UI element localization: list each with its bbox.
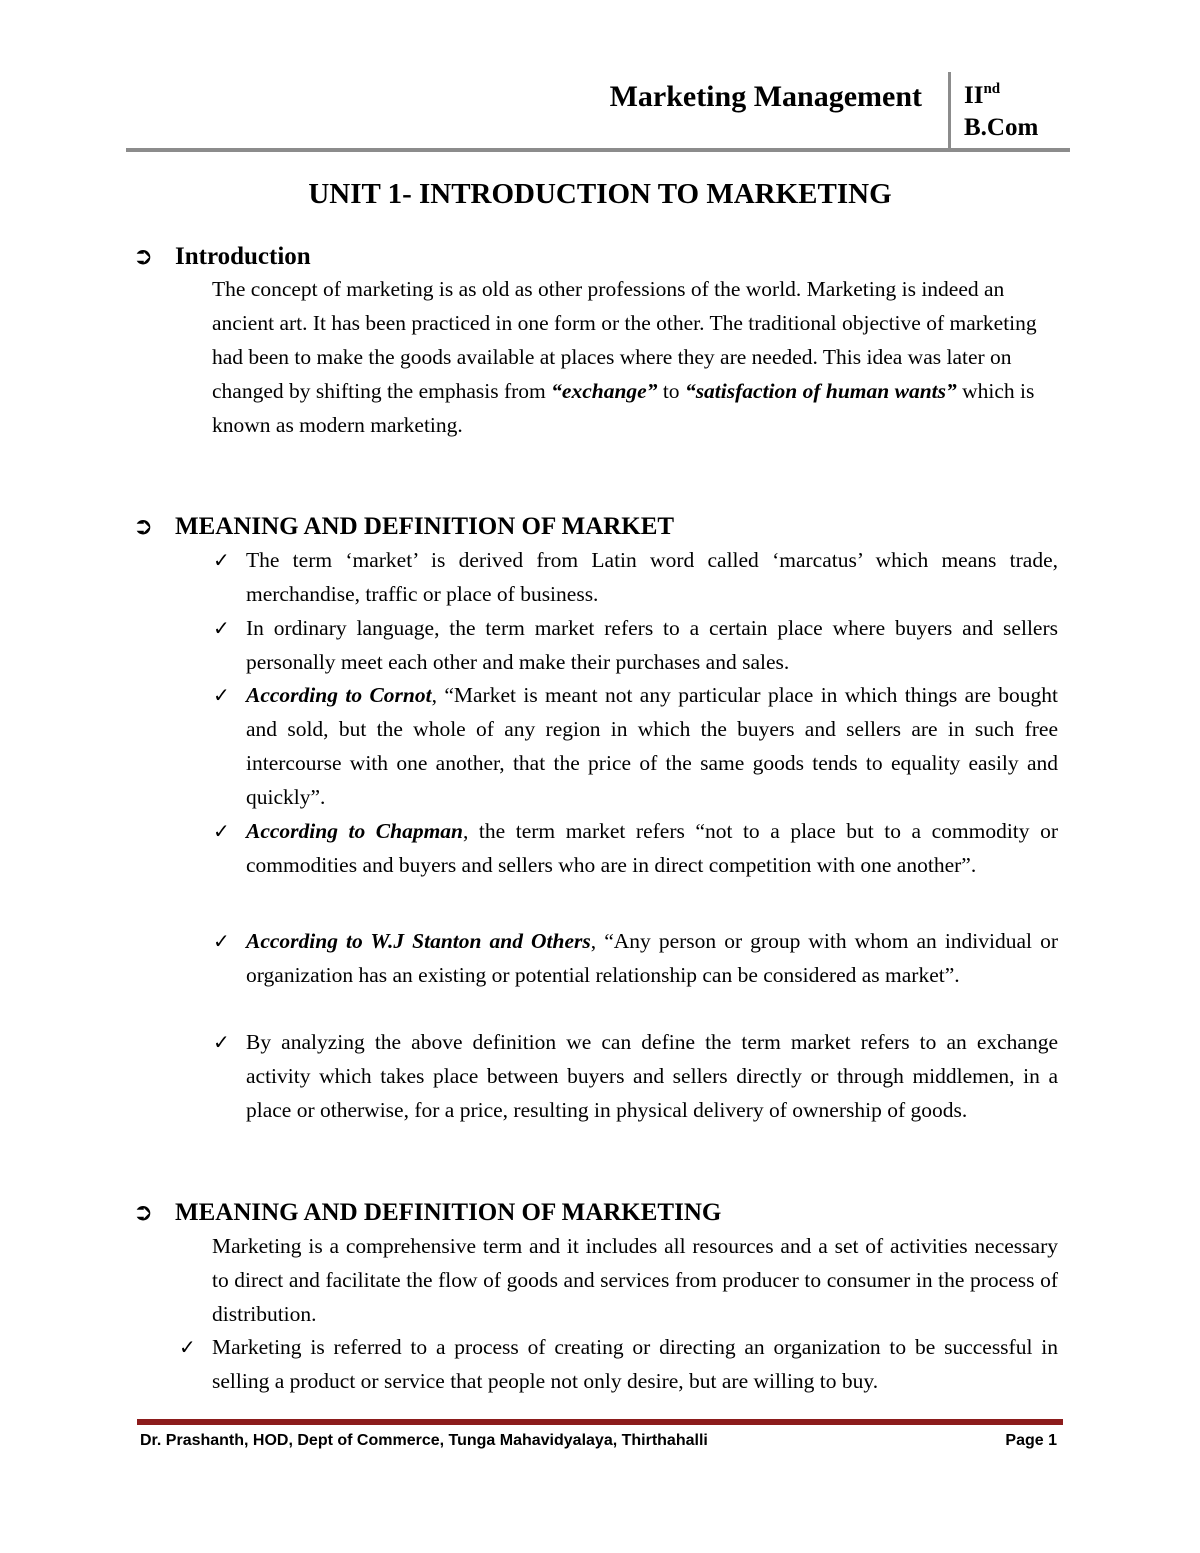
section-marketing-heading bbox=[133, 1197, 721, 1228]
definition-source: According to Cornot bbox=[246, 683, 432, 707]
list-item: ✓ By analyzing the above definition we can define the term market refers to an exchange activity which takes place between buyers and sellers directly or through middlemen, in a place or otherwise, for a price, resulting in physical delivery of ownership of goods. bbox=[246, 1025, 1058, 1127]
list-item: ✓ According to W.J Stanton and Others, “Any person or group with whom an individual or organization has an existing or potential relationship can be considered as market”. bbox=[246, 924, 1058, 992]
year-suffix: nd bbox=[983, 81, 1001, 97]
checkmark-icon: ✓ bbox=[213, 929, 230, 953]
checkmark-icon: ✓ bbox=[213, 683, 230, 707]
list-item: ✓ In ordinary language, the term market refers to a certain place where buyers and sellers personally meet each other and make their purchases and sales. bbox=[246, 611, 1058, 679]
definition-source: According to Chapman bbox=[246, 819, 464, 843]
section-introduction-heading bbox=[133, 241, 311, 272]
section-heading-text: MEANING AND DEFINITION OF MARKETING bbox=[175, 1199, 722, 1226]
section-heading-text: MEANING AND DEFINITION OF MARKET bbox=[175, 513, 675, 540]
emphasis-exchange: “exchange” bbox=[551, 379, 658, 403]
arrow-icon: ➲ bbox=[133, 1198, 154, 1226]
section-heading-text: Introduction bbox=[175, 243, 311, 270]
definition-source: According to W.J Stanton and Others bbox=[246, 929, 591, 953]
introduction-paragraph: The concept of marketing is as old as other professions of the world. Marketing is indeed an ancient art. It has been practiced in one form or the other. The traditional objective of marketing had been to make the goods available at places where they are needed. This idea was later on changed by shifting the emphasis from “exchange” to “satisfaction of human wants” which is known as modern marketing. bbox=[212, 277, 1037, 437]
course-label bbox=[964, 80, 1038, 144]
arrow-icon: ➲ bbox=[133, 512, 154, 540]
emphasis-satisfaction: “satisfaction of human wants” bbox=[684, 379, 957, 403]
header-divider bbox=[948, 72, 951, 148]
checkmark-icon: ✓ bbox=[213, 548, 230, 572]
checkmark-icon: ✓ bbox=[213, 1030, 230, 1054]
checkmark-icon: ✓ bbox=[179, 1335, 196, 1359]
arrow-icon: ➲ bbox=[133, 242, 154, 270]
unit-title: UNIT 1- INTRODUCTION TO MARKETING bbox=[308, 178, 892, 210]
list-item: ✓ According to Chapman, the term market refers “not to a place but to a commodity or commodities and buyers and sellers who are in direct competition with one another”. bbox=[246, 814, 1058, 882]
list-item: ✓ According to Cornot, “Market is meant not any particular place in which things are bought and sold, but the whole of any region in which the buyers and sellers are in such free intercourse with one another, that the price of the same goods tends to equality easily and quickly”. bbox=[246, 678, 1058, 814]
section-market-heading bbox=[133, 511, 674, 542]
marketing-paragraph: Marketing is a comprehensive term and it includes all resources and a set of activities necessary to direct and facilitate the flow of goods and services from producer to consumer in the process of distribution. bbox=[212, 1234, 1058, 1326]
footer-author: Dr. Prashanth, HOD, Dept of Commerce, Tunga Mahavidyalaya, Thirthahalli bbox=[140, 1432, 708, 1449]
year-number: II bbox=[964, 82, 984, 109]
list-item: ✓ The term ‘market’ is derived from Latin word called ‘marcatus’ which means trade, merchandise, traffic or place of business. bbox=[246, 543, 1058, 611]
course-name: B.Com bbox=[964, 114, 1039, 141]
header-rule bbox=[126, 148, 1070, 152]
footer-rule bbox=[137, 1419, 1063, 1425]
list-item: ✓ Marketing is referred to a process of creating or directing an organization to be successful in selling a product or service that people not only desire, but are willing to buy. bbox=[212, 1330, 1058, 1398]
document-title: Marketing Management bbox=[609, 80, 922, 113]
checkmark-icon: ✓ bbox=[213, 819, 230, 843]
checkmark-icon: ✓ bbox=[213, 616, 230, 640]
page-number: Page 1 bbox=[1005, 1432, 1057, 1449]
